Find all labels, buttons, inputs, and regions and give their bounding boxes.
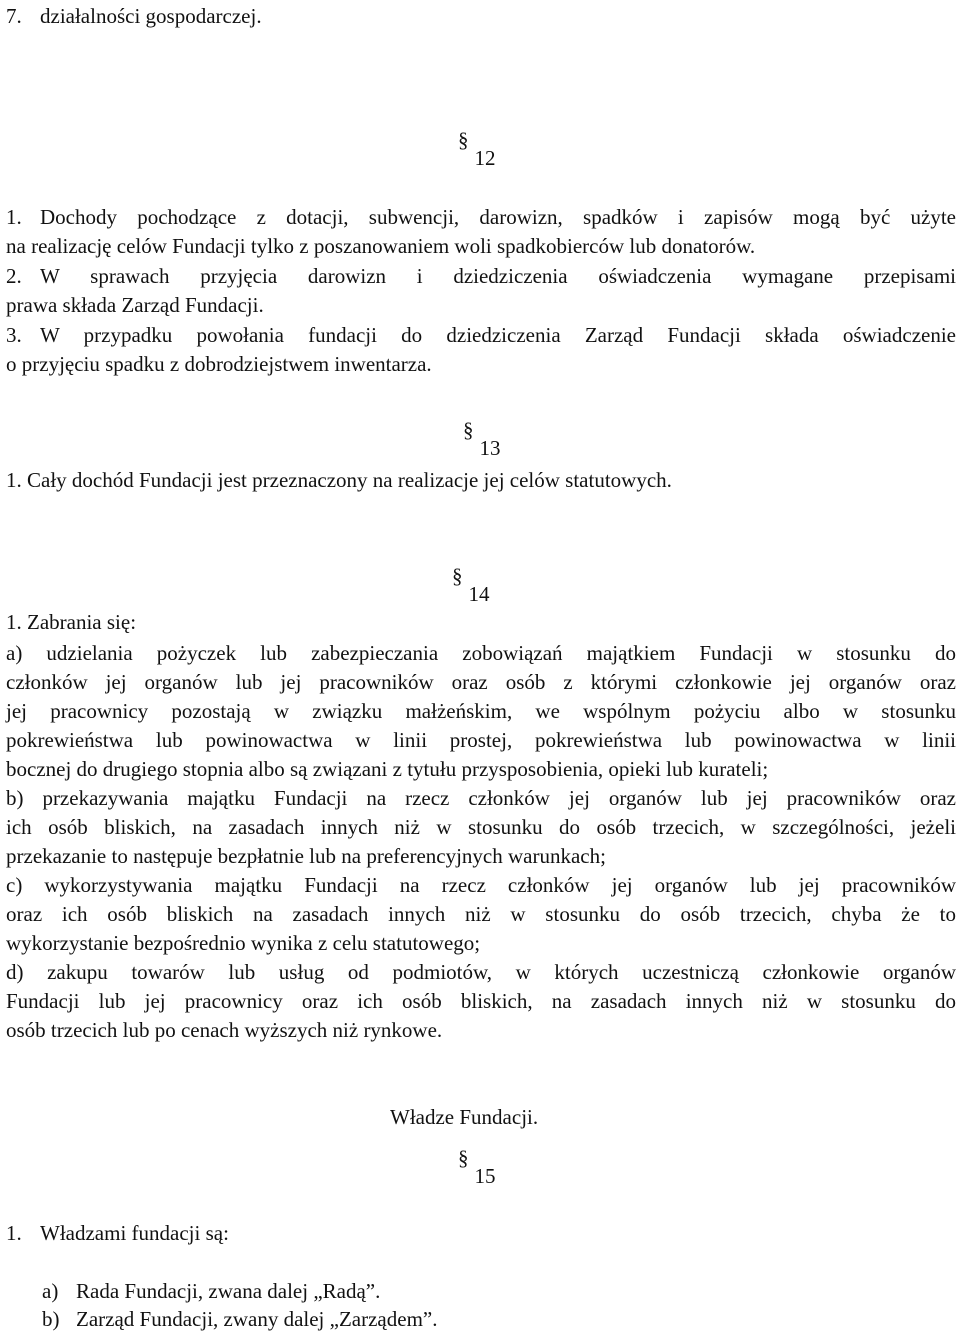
item-text: Zarząd Fundacji, zwany dalej „Zarządem”.: [76, 1307, 438, 1331]
paragraph-14-line: a) udzielania pożyczek lub zabezpieczania zobowiązań majątkiem Fundacji w stosunku do: [6, 641, 956, 665]
list-item-15-a: [42, 1279, 380, 1303]
paragraph-14-line: bocznej do drugiego stopnia albo są związani z tytułu przysposobienia, opieki lub kurateli;: [6, 757, 769, 781]
paragraph-14-line: pokrewieństwa lub powinowactwa w linii prostej, pokrewieństwa lub powinowactwa w linii: [6, 728, 956, 752]
paragraph-13-1: 1. Cały dochód Fundacji jest przeznaczony na realizacje jej celów statutowych.: [6, 468, 672, 492]
item-text: działalności gospodarczej.: [40, 4, 262, 28]
paragraph-14-line: osób trzecich lub po cenach wyższych niż rynkowe.: [6, 1018, 443, 1042]
item-number: 2.: [6, 264, 22, 288]
paragraph-14-line: członków jej organów lub jej pracowników oraz osób z którymi członkowie jej organów oraz: [6, 670, 956, 694]
section-heading-15: [458, 1146, 496, 1188]
paragraph-12-3-line1: 3. W przypadku powołania fundacji do dziedziczenia Zarząd Fundacji składa oświadczenie: [6, 323, 956, 347]
chapter-title: Władze Fundacji.: [390, 1105, 539, 1129]
item-number: 1.: [6, 1221, 22, 1245]
paragraph-14-line: d) zakupu towarów lub usług od podmiotów, w których uczestniczą członkowie organów: [6, 960, 956, 984]
list-item-15-b: [42, 1307, 437, 1331]
paragraph-14-line: c) wykorzystywania majątku Fundacji na rzecz członków jej organów lub jej pracowników: [6, 873, 956, 897]
section-heading-13: [463, 418, 501, 460]
paragraph-12-3-line2: o przyjęciu spadku z dobrodziejstwem inwentarza.: [6, 352, 432, 376]
item-number: 1.: [6, 205, 22, 229]
paragraph-12-1-line2: na realizację celów Fundacji tylko z poszanowaniem woli spadkobierców lub donatorów.: [6, 234, 756, 258]
section-symbol: §: [458, 1146, 469, 1170]
section-symbol: §: [463, 418, 474, 442]
section-number: 14: [468, 582, 490, 606]
item-marker: b): [42, 1307, 60, 1331]
paragraph-12-2-line1: 2. W sprawach przyjęcia darowizn i dziedziczenia oświadczenia wymagane przepisami: [6, 264, 956, 288]
section-heading-14: [452, 564, 490, 606]
item-number: 7.: [6, 4, 22, 28]
paragraph-14-line: b) przekazywania majątku Fundacji na rzecz członków jej organów lub jej pracowników oraz: [6, 786, 956, 810]
list-item-7: [6, 4, 262, 28]
section-number: 13: [479, 436, 501, 460]
paragraph-12-1-line1: 1. Dochody pochodzące z dotacji, subwencji, darowizn, spadków i zapisów mogą być użyte: [6, 205, 956, 229]
item-text: Rada Fundacji, zwana dalej „Radą”.: [76, 1279, 381, 1303]
item-marker: a): [42, 1279, 59, 1303]
paragraph-14-line: wykorzystanie bezpośrednio wynika z celu statutowego;: [6, 931, 481, 955]
paragraph-15-intro: [6, 1221, 229, 1245]
item-text: Władzami fundacji są:: [40, 1221, 229, 1245]
paragraph-14-line: oraz ich osób bliskich na zasadach innych niż w stosunku do osób trzecich, chyba że to: [6, 902, 956, 926]
section-symbol: §: [452, 564, 463, 588]
paragraph-14-line: przekazanie to następuje bezpłatnie lub na preferencyjnych warunkach;: [6, 844, 606, 868]
paragraph-14-line: ich osób bliskich, na zasadach innych niż w stosunku do osób trzecich, w szczególności, jeżeli: [6, 815, 956, 839]
section-number: 15: [474, 1164, 496, 1188]
paragraph-12-2-line2: prawa składa Zarząd Fundacji.: [6, 293, 264, 317]
paragraph-14-line: Fundacji lub jej pracownicy oraz ich osób bliskich, na zasadach innych niż w stosunku do: [6, 989, 956, 1013]
section-symbol: §: [458, 128, 469, 152]
section-heading-12: [458, 128, 496, 170]
item-number: 3.: [6, 323, 22, 347]
paragraph-14-line: jej pracownicy pozostają w związku małżeńskim, we wspólnym pożyciu albo w stosunku: [6, 699, 956, 723]
section-number: 12: [474, 146, 496, 170]
paragraph-14-intro: 1. Zabrania się:: [6, 610, 137, 634]
